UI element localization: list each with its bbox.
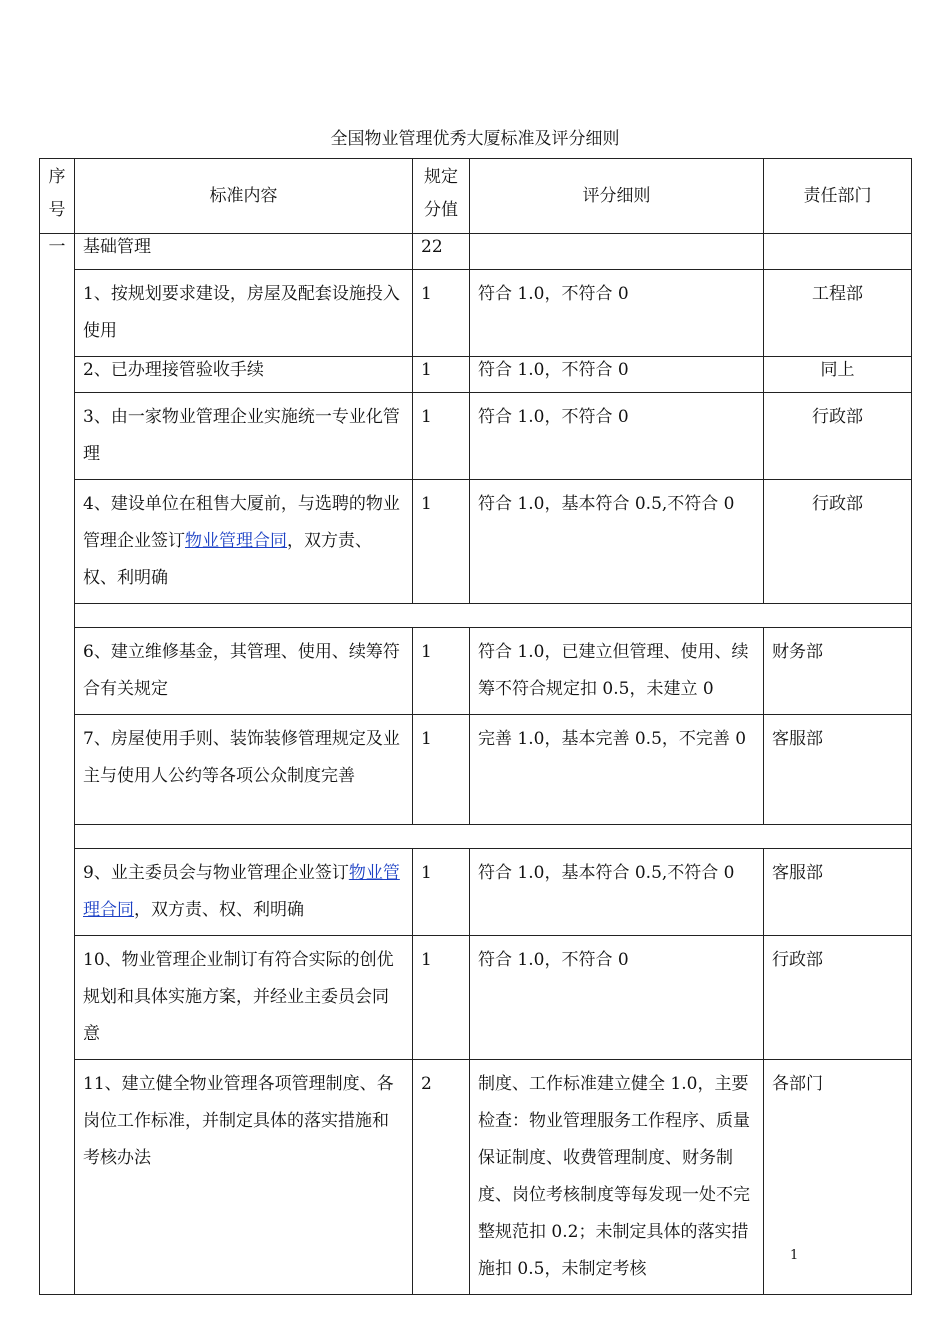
table-row — [40, 480, 912, 604]
table-row — [40, 393, 912, 480]
row-rules: 符合 1.0，不符合 0 — [470, 270, 764, 357]
table-row — [40, 849, 912, 936]
row-content-text: 9、业主委员会与物业管理企业签订 — [83, 863, 349, 883]
row-rules: 符合 1.0，不符合 0 — [470, 936, 764, 1060]
section-dept — [764, 234, 912, 270]
row-dept: 工程部 — [764, 270, 912, 357]
section-seq: 一 — [40, 234, 75, 1295]
section-name: 基础管理 — [75, 234, 413, 270]
row-content: 10、物业管理企业制订有符合实际的创优规划和具体实施方案，并经业主委员会同意 — [75, 936, 413, 1060]
row-content-text: ，双方责、权、利明确 — [83, 531, 372, 588]
header-seq-line2: 号 — [48, 200, 66, 220]
table-row — [40, 357, 912, 393]
table-header-row — [40, 159, 912, 234]
header-seq-line1: 序 — [48, 167, 66, 187]
row-rules: 符合 1.0，不符合 0 — [470, 393, 764, 480]
row-dept: 客服部 — [764, 715, 912, 825]
row-content: 3、由一家物业管理企业实施统一专业化管理 — [75, 393, 413, 480]
row-dept: 行政部 — [764, 393, 912, 480]
row-score: 1 — [413, 393, 470, 480]
row-score: 1 — [413, 357, 470, 393]
gap-row — [40, 604, 912, 628]
row-dept: 同上 — [764, 357, 912, 393]
section-rules — [470, 234, 764, 270]
gap-cell — [75, 825, 912, 849]
row-rules: 符合 1.0，已建立但管理、使用、续筹不符合规定扣 0.5，未建立 0 — [470, 628, 764, 715]
row-content-text: 4、建设单位在租售大厦前，与选聘的物业管理企业签订 — [83, 494, 400, 551]
row-score: 1 — [413, 715, 470, 825]
section-row — [40, 234, 912, 270]
row-score: 1 — [413, 628, 470, 715]
row-content-text: ，双方责、权、利明确 — [134, 900, 304, 920]
header-seq — [40, 159, 75, 234]
row-dept: 各部门 — [764, 1060, 912, 1295]
table-row — [40, 715, 912, 825]
header-content: 标准内容 — [75, 159, 413, 234]
contract-link[interactable]: 物业管理合同 — [83, 863, 400, 920]
header-score — [413, 159, 470, 234]
gap-cell — [75, 604, 912, 628]
row-content — [75, 849, 413, 936]
row-score: 1 — [413, 480, 470, 604]
row-rules: 制度、工作标准建立健全 1.0，主要检查：物业管理服务工作程序、质量保证制度、收费管理制度、财务制度、岗位考核制度等每发现一处不完整规范扣 0.2；未制定具体的落实措施扣 0.5，未制定考核 — [470, 1060, 764, 1295]
row-content: 7、房屋使用手则、装饰装修管理规定及业主与使用人公约等各项公众制度完善 — [75, 715, 413, 825]
document-title: 全国物业管理优秀大厦标准及评分细则 — [330, 129, 620, 149]
row-content — [75, 480, 413, 604]
table-row — [40, 270, 912, 357]
table-row — [40, 628, 912, 715]
row-rules: 完善 1.0，基本完善 0.5，不完善 0 — [470, 715, 764, 825]
row-content: 11、建立健全物业管理各项管理制度、各岗位工作标准，并制定具体的落实措施和考核办法 — [75, 1060, 413, 1295]
row-dept: 财务部 — [764, 628, 912, 715]
row-rules: 符合 1.0，基本符合 0.5,不符合 0 — [470, 480, 764, 604]
row-dept: 行政部 — [764, 936, 912, 1060]
row-rules: 符合 1.0，基本符合 0.5,不符合 0 — [470, 849, 764, 936]
contract-link[interactable]: 物业管理合同 — [185, 531, 287, 551]
header-score-line1: 规定 — [424, 167, 458, 187]
row-score: 1 — [413, 270, 470, 357]
section-score: 22 — [413, 234, 470, 270]
row-dept: 行政部 — [764, 480, 912, 604]
row-score: 1 — [413, 849, 470, 936]
row-content: 2、已办理接管验收手续 — [75, 357, 413, 393]
standards-table — [39, 158, 912, 1295]
row-content: 1、按规划要求建设，房屋及配套设施投入使用 — [75, 270, 413, 357]
row-score: 2 — [413, 1060, 470, 1295]
page-number: 1 — [790, 1248, 799, 1263]
header-rules: 评分细则 — [470, 159, 764, 234]
header-score-line2: 分值 — [424, 200, 458, 220]
table-row — [40, 936, 912, 1060]
row-dept: 客服部 — [764, 849, 912, 936]
row-rules: 符合 1.0，不符合 0 — [470, 357, 764, 393]
gap-row — [40, 825, 912, 849]
header-dept: 责任部门 — [764, 159, 912, 234]
table-row — [40, 1060, 912, 1295]
row-content: 6、建立维修基金，其管理、使用、续筹符合有关规定 — [75, 628, 413, 715]
row-score: 1 — [413, 936, 470, 1060]
